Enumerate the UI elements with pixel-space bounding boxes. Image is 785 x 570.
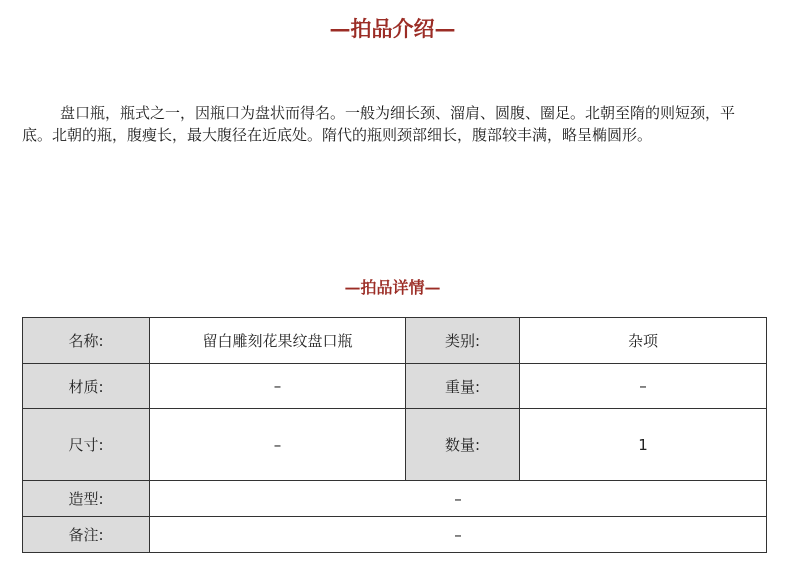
- table-row: [23, 481, 767, 517]
- intro-paragraph: 盘口瓶，瓶式之一，因瓶口为盘状而得名。一般为细长颈、溜肩、圆腹、圈足。北朝至隋的则短颈，平底。北朝的瓶，腹瘦长，最大腹径在近底处。隋代的瓶则颈部细长，腹部较丰满，略呈椭圆形。: [22, 104, 736, 144]
- material-label: 材质:: [23, 364, 150, 409]
- table-row: [23, 318, 767, 364]
- size-label: 尺寸:: [23, 409, 150, 481]
- note-label: 备注:: [23, 517, 150, 553]
- category-label: 类别:: [406, 318, 520, 364]
- quantity-value: 1: [520, 409, 767, 481]
- page-title: —拍品介绍—: [329, 16, 456, 41]
- shape-value: –: [150, 481, 767, 517]
- name-value: 留白雕刻花果纹盘口瓶: [150, 318, 406, 364]
- material-value: –: [150, 364, 406, 409]
- category-value: 杂项: [520, 318, 767, 364]
- table-row: [23, 364, 767, 409]
- weight-label: 重量:: [406, 364, 520, 409]
- table-row: [23, 517, 767, 553]
- shape-label: 造型:: [23, 481, 150, 517]
- quantity-label: 数量:: [406, 409, 520, 481]
- details-title: —拍品详情—: [344, 278, 441, 297]
- name-label: 名称:: [23, 318, 150, 364]
- weight-value: –: [520, 364, 767, 409]
- details-table: [22, 317, 767, 553]
- note-value: –: [150, 517, 767, 553]
- table-row: [23, 409, 767, 481]
- size-value: –: [150, 409, 406, 481]
